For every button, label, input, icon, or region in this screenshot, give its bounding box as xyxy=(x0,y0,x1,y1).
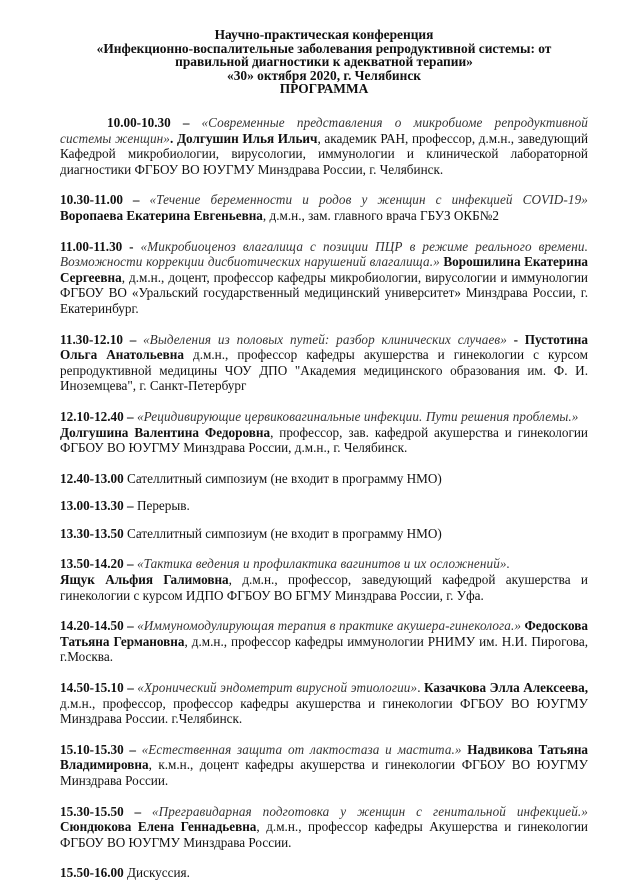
time-slot: 12.40-13.00 xyxy=(60,470,124,486)
speaker-name: Пустотина Ольга Анатольевна xyxy=(60,331,588,363)
speaker-name: Ящук Альфия Галимовна xyxy=(60,572,229,588)
program-item: 10.00-10.30 – «Современные представления о микробиоме репродуктивной системы женщин». Долгушин Илья Ильич, академик РАН, профессор, д.м.н., заведующий Кафедрой микробиологии, вирусологии, иммунологии и клинической лабораторной диагностики ФГБОУ ВО ЮУГМУ Минздрава России, г. Челябинск. xyxy=(60,115,589,177)
program-item: 13.50-14.20 – «Тактика ведения и профилактика вагинитов и их осложнений». Ящук Альфия Галимовна, д.м.н., профессор, заведующий кафедрой акушерства и гинекологии с курсом ИДПО ФГБОУ ВО БГМУ Минздрава России, г. Уфа. xyxy=(60,556,588,603)
program-heading: ПРОГРАММА xyxy=(279,81,369,97)
speaker-details: , д.м.н., доцент, профессор кафедры микробиологии, вирусологии и иммунологии ФГБОУ ВО «Уральский государственный медицинский университет» Минздрава России, г. Екатеринбург. xyxy=(60,269,588,316)
conference-date-place: «30» октября 2020, г. Челябинск xyxy=(227,67,421,83)
speaker-details: д.м.н., профессор кафедры акушерства и гинекологии с курсом репродуктивной медицины ЧОУ ДПО "Академия медицинского образования им. Ф. И. Иноземцева", г. Санкт-Петербург xyxy=(60,347,588,394)
program-item: 13.00-13.30 – Перерыв. xyxy=(60,498,190,514)
talk-topic: «Течение беременности и родов у женщин с инфекцией COVID-19» xyxy=(149,192,588,208)
talk-topic: «Современные представления о микробиоме репродуктивной системы женщин» xyxy=(60,115,588,146)
program-item: 14.20-14.50 – «Иммуномодулирующая терапия в практике акушера-гинеколога.» Федоскова Татьяна Германовна, д.м.н., профессор кафедры иммунологии РНИМУ им. Н.И. Пирогова, г.Москва. xyxy=(60,618,588,665)
program-item: 15.30-15.50 – «Прегравидарная подготовка у женщин с генитальной инфекцией.» Сюндюкова Елена Геннадьевна, д.м.н., профессор кафедры Акушерства и гинекологии ФГБОУ ВО ЮУГМУ Минздрава России. xyxy=(60,803,588,850)
speaker-details: , д.м.н., профессор кафедры иммунологии РНИМУ им. Н.И. Пирогова, г.Москва. xyxy=(60,633,588,665)
time-slot: 13.50-14.20 xyxy=(60,556,124,572)
program-item: 15.10-15.30 – «Естественная защита от лактостаза и мастита.» Надвикова Татьяна Владимировна, к.м.н., доцент кафедры акушерства и гинекологии ФГБОУ ВО ЮУГМУ Минздрава России. xyxy=(60,741,589,788)
talk-topic: «Прегравидарная подготовка у женщин с генитальной инфекцией.» xyxy=(151,803,588,819)
time-slot: 11.00-11.30 xyxy=(60,238,123,254)
time-slot: 13.00-13.30 xyxy=(60,498,124,514)
time-slot: 14.50-15.10 xyxy=(60,680,124,696)
speaker-name: Долгушина Валентина Федоровна xyxy=(60,424,271,440)
program-item: 10.30-11.00 – «Течение беременности и родов у женщин с инфекцией COVID-19» Воропаева Екатерина Евгеньевна, д.м.н., зам. главного врача ГБУЗ ОКБ№2 xyxy=(60,192,588,223)
speaker-details: д.м.н., профессор, профессор кафедры акушерства и гинекологии ФГБОУ ВО ЮУГМУ Минздрава России. г.Челябинск. xyxy=(60,695,588,727)
conference-title-line-2: правильной диагностики к адекватной терапии» xyxy=(175,54,473,70)
time-slot: 10.30-11.00 xyxy=(60,192,124,208)
speaker-details: , профессор, зав. кафедрой акушерства и гинекологии ФГБОУ ВО ЮУГМУ Минздрава России, д.м.н., г. Челябинск. xyxy=(60,424,588,456)
speaker-name: Сюндюкова Елена Геннадьевна xyxy=(60,819,257,835)
time-slot: 14.20-14.50 xyxy=(60,618,124,634)
conference-title-line-1: «Инфекционно-воспалительные заболевания репродуктивной системы: от xyxy=(96,40,552,56)
program-item xyxy=(60,865,588,881)
time-slot: 12.10-12.40 xyxy=(60,408,124,424)
program-item: 11.00-11.30 - «Микробиоценоз влагалища с позиции ПЦР в режиме реального времени. Возможности коррекции дисбиотических нарушений влагалища.» Ворошилина Екатерина Сергеевна, д.м.н., доцент, профессор кафедры микробиологии, вирусологии и иммунологии ФГБОУ ВО «Уральский государственный медицинский университет» Минздрава России, г. Екатеринбург. xyxy=(60,238,589,316)
speaker-name: Федоскова Татьяна Германовна xyxy=(60,618,588,649)
conference-type: Научно-практическая конференция xyxy=(214,27,434,42)
talk-topic: «Хронический эндометрит вирусной этиологии» xyxy=(137,680,418,696)
time-slot: 11.30-12.10 xyxy=(60,331,124,347)
talk-topic: «Иммуномодулирующая терапия в практике акушера-гинеколога.» xyxy=(137,618,522,634)
speaker-details: , к.м.н., доцент кафедры акушерства и гинекологии ФГБОУ ВО ЮУГМУ Минздрава России. xyxy=(60,757,588,788)
program-item: 11.30-12.10 – «Выделения из половых путей: разбор клинических случаев» - Пустотина Ольга Анатольевна д.м.н., профессор кафедры акушерства и гинекологии с курсом репродуктивной медицины ЧОУ ДПО "Академия медицинского образования им. Ф. И. Иноземцева", г. Санкт-Петербург xyxy=(60,331,588,394)
talk-topic: «Естественная защита от лактостаза и мастита.» xyxy=(141,741,462,757)
program-list xyxy=(60,115,588,896)
time-slot: 15.30-15.50 xyxy=(60,803,124,819)
speaker-details: , академик РАН, профессор, д.м.н., заведующий Кафедрой микробиологии, вирусологии, иммунологии и клинической лабораторной диагностики ФГБОУ ВО ЮУГМУ Минздрава России, г. Челябинск. xyxy=(60,130,589,177)
time-slot: 13.30-13.50 xyxy=(60,525,124,541)
speaker-name: Ворошилина Екатерина Сергеевна xyxy=(60,254,589,285)
talk-topic: «Микробиоценоз влагалища с позиции ПЦР в режиме реального времени. Возможности коррекции дисбиотических нарушений влагалища.» xyxy=(60,238,588,270)
time-slot: 15.50-16.00 xyxy=(60,865,124,881)
item-description: Сателлитный симпозиум (не входит в программу НМО) xyxy=(127,470,442,486)
speaker-details: , д.м.н., профессор кафедры Акушерства и гинекологии ФГБОУ ВО ЮУГМУ Минздрава России. xyxy=(60,819,588,850)
time-slot: 10.00-10.30 xyxy=(107,115,171,130)
program-item: 14.50-15.10 – «Хронический эндометрит вирусной этиологии». Казачкова Элла Алексеева, д.м.н., профессор, профессор кафедры акушерства и гинекологии ФГБОУ ВО ЮУГМУ Минздрава России. г.Челябинск. xyxy=(60,680,589,727)
speaker-name: Надвикова Татьяна Владимировна xyxy=(60,741,589,773)
time-slot: 15.10-15.30 xyxy=(60,741,124,757)
program-item: 12.10-12.40 – «Рецидивирующие цервиковагинальные инфекции. Пути решения проблемы.» Долгушина Валентина Федоровна, профессор, зав. кафедрой акушерства и гинекологии ФГБОУ ВО ЮУГМУ Минздрава России, д.м.н., г. Челябинск. xyxy=(60,408,588,456)
speaker-name: Казачкова Элла Алексеева, xyxy=(423,680,589,696)
talk-topic: «Выделения из половых путей: разбор клинических случаев» xyxy=(142,331,507,347)
talk-topic: «Рецидивирующие цервиковагинальные инфекции. Пути решения проблемы.» xyxy=(136,408,579,424)
conference-header xyxy=(60,28,588,96)
speaker-name: Долгушин Илья Ильич xyxy=(176,130,318,146)
speaker-name: Воропаева Екатерина Евгеньевна xyxy=(60,207,263,223)
program-item xyxy=(60,471,588,487)
item-description: Перерыв. xyxy=(136,498,190,514)
speaker-details: , д.м.н., зам. главного врача ГБУЗ ОКБ№2 xyxy=(262,207,499,223)
program-item xyxy=(60,526,588,542)
item-description: Дискуссия. xyxy=(127,865,190,881)
talk-topic: «Тактика ведения и профилактика вагинитов и их осложнений». xyxy=(136,556,510,572)
speaker-details: , д.м.н., профессор, заведующий кафедрой акушерства и гинекологии с курсом ИДПО ФГБОУ ВО БГМУ Минздрава России, г. Уфа. xyxy=(60,572,588,603)
item-description: Сателлитный симпозиум (не входит в программу НМО) xyxy=(127,525,442,541)
